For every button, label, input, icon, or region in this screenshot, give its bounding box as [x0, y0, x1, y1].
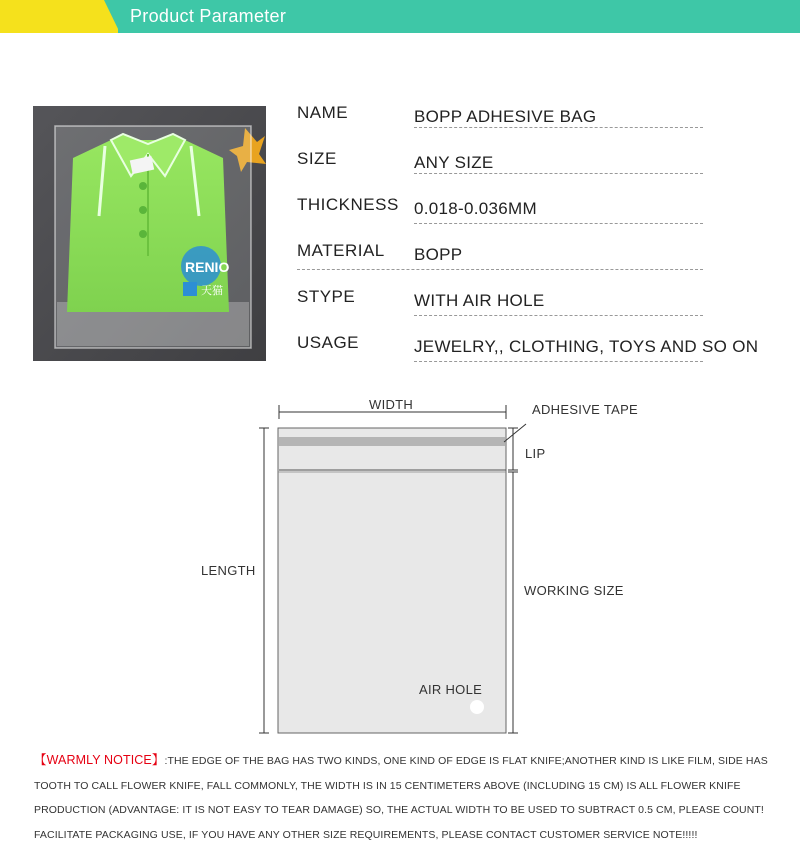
notice-line-1 [34, 748, 774, 774]
param-label: MATERIAL [297, 241, 385, 260]
air-hole-marker [470, 700, 484, 714]
length-label: LENGTH [201, 563, 256, 578]
lip-label: LIP [525, 446, 546, 461]
warmly-notice [34, 748, 774, 847]
shirt-logo-text: RENIO [185, 259, 230, 275]
param-label: SIZE [297, 149, 337, 168]
width-label: WIDTH [369, 397, 414, 412]
adhesive-tape-strip [279, 437, 505, 446]
adhesive-tape-label: ADHESIVE TAPE [532, 402, 639, 417]
shirt-logo-subtext: 天猫 [201, 284, 223, 297]
notice-line-2: TOOTH TO CALL FLOWER KNIFE, FALL COMMONLY, THE WIDTH IS IN 15 CENTIMETERS ABOVE (INCLUDING 15 CM) IS ALL FLOWER KNIFE [34, 779, 741, 792]
param-value: BOPP [414, 245, 463, 264]
notice-line-4: FACILITATE PACKAGING USE, IF YOU HAVE ANY OTHER SIZE REQUIREMENTS, PLEASE CONTACT CUSTOMER SERVICE NOTE!!!!! [34, 828, 698, 841]
param-value: 0.018-0.036MM [414, 199, 537, 218]
param-label: STYPE [297, 287, 356, 306]
param-value: ANY SIZE [414, 153, 494, 172]
working-size-label: WORKING SIZE [524, 583, 624, 598]
air-hole-label: AIR HOLE [419, 682, 483, 697]
param-label: NAME [297, 103, 349, 122]
param-label: USAGE [297, 333, 360, 352]
param-label: THICKNESS [297, 195, 399, 214]
param-value: BOPP ADHESIVE BAG [414, 107, 597, 126]
notice-text-1: :THE EDGE OF THE BAG HAS TWO KINDS, ONE KIND OF EDGE IS FLAT KNIFE;ANOTHER KIND IS LIKE FILM, SIDE HAS [164, 755, 768, 767]
notice-title: 【WARMLY NOTICE】 [34, 753, 165, 767]
param-value: JEWELRY,, CLOTHING, TOYS AND SO ON [414, 337, 759, 356]
section-title: Product Parameter [130, 6, 287, 26]
notice-line-3: PRODUCTION (ADVANTAGE: IT IS NOT EASY TO TEAR DAMAGE) SO, THE ACTUAL WIDTH TO BE USED TO SUBTRACT 0.5 CM, PLEASE COUNT! [34, 804, 764, 816]
param-value: WITH AIR HOLE [414, 291, 545, 310]
